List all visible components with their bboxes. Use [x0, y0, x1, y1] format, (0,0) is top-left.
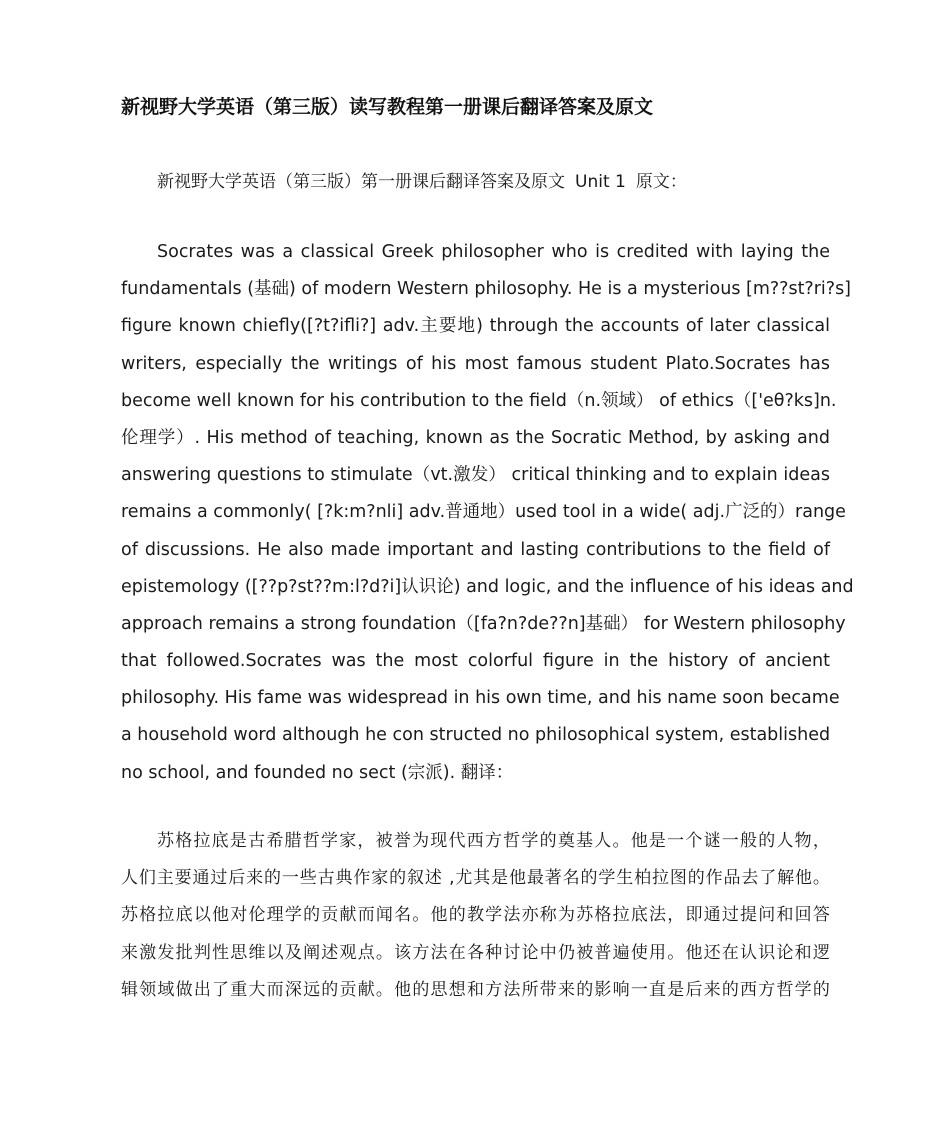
translation-line: 苏格拉底是古希腊哲学家，被誉为现代西方哲学的奠基人。他是一个谜一般的人物，	[157, 831, 830, 851]
text-line: writers, especially the writings of his most famous student Plato.Socrates has	[121, 353, 830, 374]
translation-line: 人们主要通过后来的一些古典作家的叙述 ,尤其是他最著名的学生柏拉图的作品去了解他。	[121, 868, 830, 889]
original-text-paragraph	[121, 237, 854, 795]
text-line: philosophy. His fame was widespread in his own time, and his name soon became	[121, 688, 840, 709]
translation-paragraph	[121, 826, 830, 1012]
text-line: epistemology ([??p?st??m:l?d?i]认识论) and logic, and the influence of his ideas and	[121, 576, 854, 597]
document-title: 新视野大学英语（第三版）读写教程第一册课后翻译答案及原文	[121, 96, 654, 118]
text-line: approach remains a strong foundation（[fa?n?de??n]基础） for Western philosophy	[121, 613, 846, 634]
text-line: no school, and founded no sect (宗派). 翻译：	[121, 762, 514, 783]
section-heading	[157, 168, 687, 196]
text-line: a household word although he con structed no philosophical system, established	[121, 725, 831, 746]
text-line: Socrates was a classical Greek philosopher who is credited with laying the	[157, 242, 830, 262]
section-heading-main: 新视野大学英语（第三版）第一册课后翻译答案及原文	[157, 172, 565, 192]
text-line: remains a commonly( [?k:m?nli] adv.普通地）used tool in a wide( adj.广泛的）range	[121, 502, 846, 523]
text-line: answering questions to stimulate（vt.激发） critical thinking and to explain ideas	[121, 465, 830, 486]
text-line: figure known chiefly([?t?ifli?] adv.主要地) through the accounts of later classical	[121, 316, 830, 337]
text-line: fundamentals (基础) of modern Western philosophy. He is a mysterious [m??st?ri?s]	[121, 279, 852, 300]
translation-line: 来激发批判性思维以及阐述观点。该方法在各种讨论中仍被普遍使用。他还在认识论和逻	[121, 942, 830, 963]
text-line: of discussions. He also made important and lasting contributions to the field of	[121, 539, 830, 560]
translation-line: 苏格拉底以他对伦理学的贡献而闻名。他的教学法亦称为苏格拉底法，即通过提问和回答	[121, 905, 830, 926]
section-heading-unit: Unit 1	[575, 172, 626, 192]
section-heading-label: 原文：	[635, 172, 687, 192]
text-line: 伦理学）. His method of teaching, known as the Socratic Method, by asking and	[121, 427, 830, 448]
text-line: become well known for his contribution to the field（n.领域） of ethics（['eθ?ks]n.	[121, 390, 837, 411]
translation-line: 辑领域做出了重大而深远的贡献。他的思想和方法所带来的影响一直是后来的西方哲学的	[121, 979, 830, 1000]
text-line: that followed.Socrates was the most colorful figure in the history of ancient	[121, 651, 830, 672]
